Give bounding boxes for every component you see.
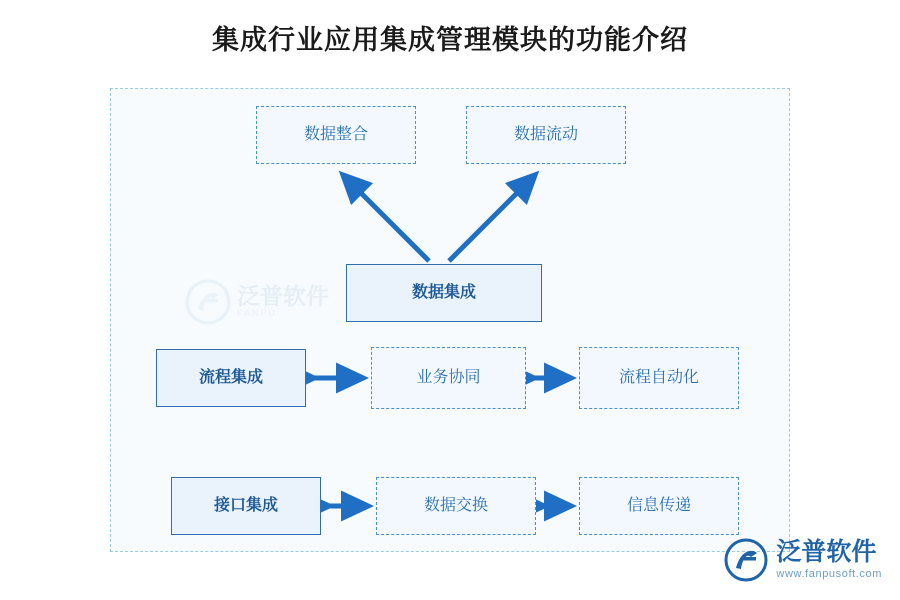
node-label: 接口集成 [213, 497, 278, 515]
watermark-sub: FANPU [237, 308, 278, 319]
node-interface-integration[interactable] [171, 477, 321, 535]
node-data-integration-merge[interactable] [256, 106, 416, 164]
node-data-integration[interactable] [346, 264, 542, 322]
node-label: 数据集成 [411, 284, 476, 302]
node-data-exchange[interactable] [376, 477, 536, 535]
brand-texts [776, 540, 882, 580]
page-title: 集成行业应用集成管理模块的功能介绍 [212, 25, 688, 55]
watermark-name: 泛普软件 [237, 284, 329, 310]
brand-url: www.fanpusoft.com [776, 568, 882, 580]
node-process-integration[interactable] [156, 349, 306, 407]
node-label: 数据流动 [513, 126, 578, 144]
node-label: 流程自动化 [618, 369, 699, 387]
node-label: 信息传递 [626, 497, 691, 515]
brand-footer [724, 538, 882, 582]
node-label: 业务协同 [416, 369, 481, 387]
node-business-collaboration[interactable] [371, 347, 526, 409]
node-information-delivery[interactable] [579, 477, 739, 535]
node-label: 流程集成 [198, 369, 263, 387]
fanpu-logo-icon [724, 538, 768, 582]
brand-name: 泛普软件 [776, 539, 877, 566]
diagram-canvas [110, 88, 790, 552]
node-label: 数据交换 [423, 497, 488, 515]
node-label: 数据整合 [303, 126, 368, 144]
node-process-automation[interactable] [579, 347, 739, 409]
node-data-flow[interactable] [466, 106, 626, 164]
